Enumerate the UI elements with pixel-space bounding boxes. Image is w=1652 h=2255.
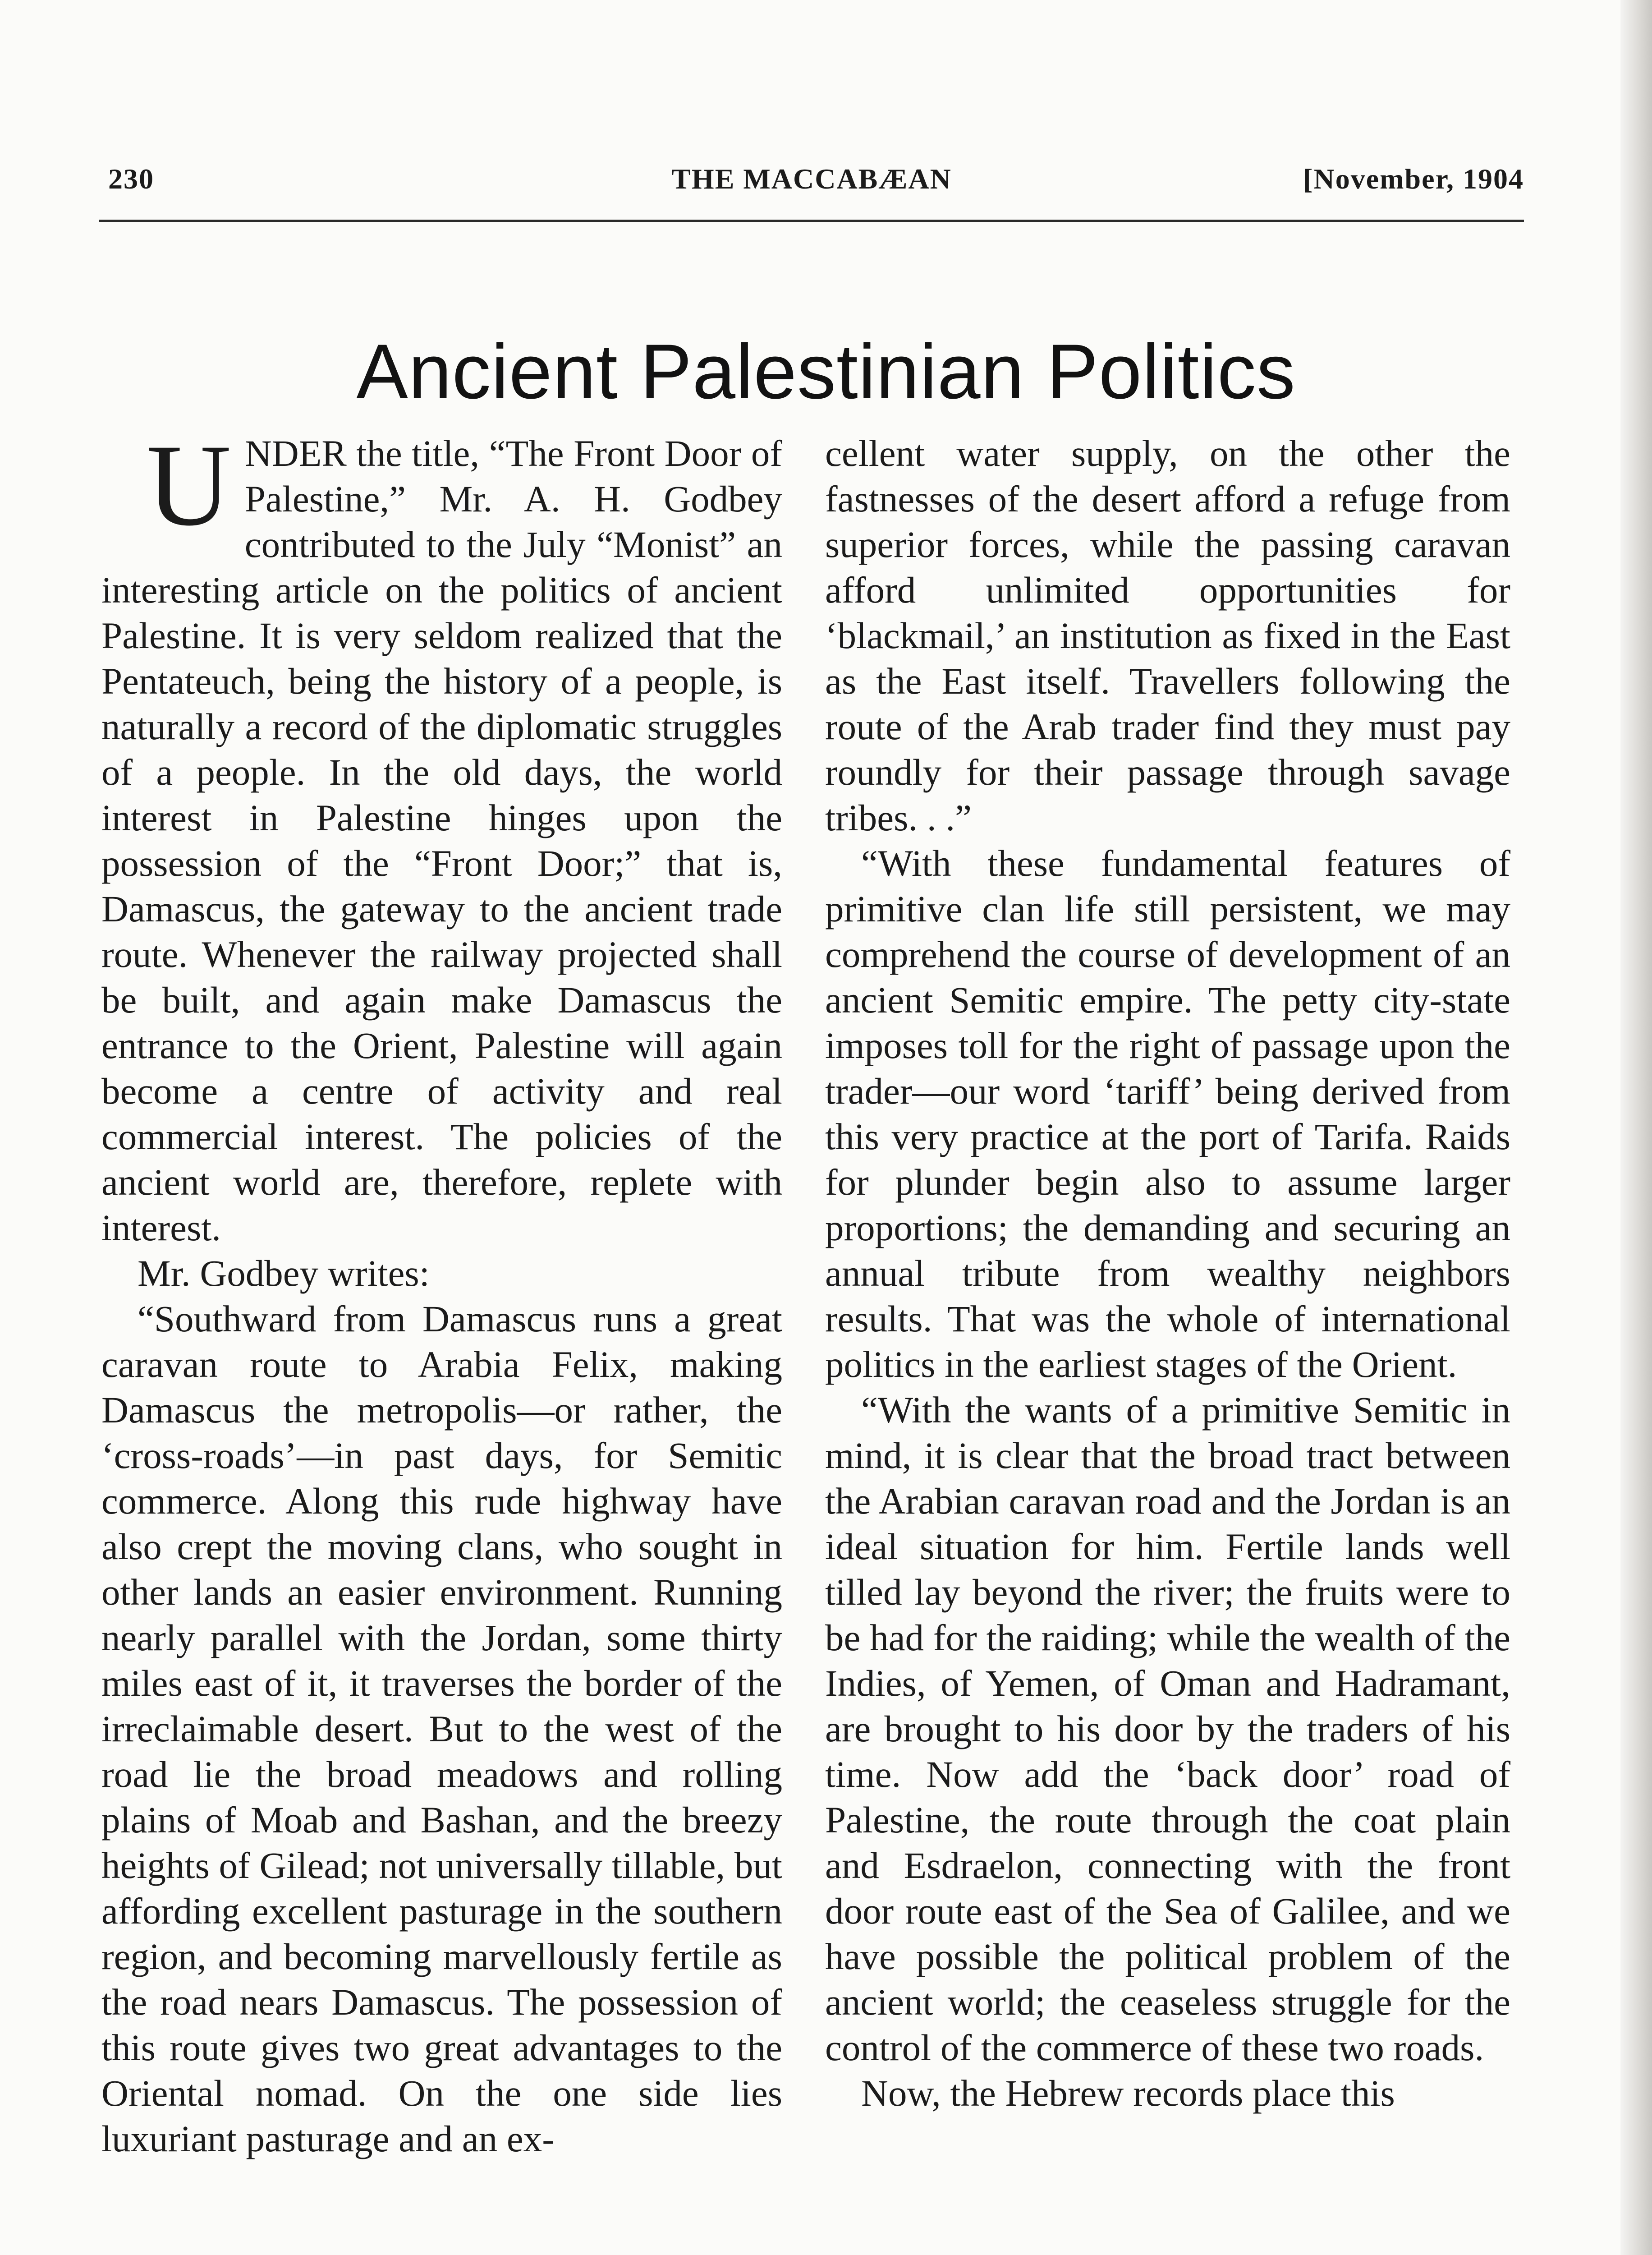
right-column xyxy=(825,431,1510,2116)
magazine-name: THE MACCABÆAN xyxy=(671,163,952,195)
page-number: 230 xyxy=(108,163,154,195)
paragraph: Now, the Hebrew records place this xyxy=(861,2072,1395,2114)
paragraph: Mr. Godbey writes: xyxy=(138,1252,430,1294)
left-column xyxy=(101,420,782,2162)
paragraph: “Southward from Damascus runs a great caravan route to Arabia Felix, making Damascus the metropolis—or rather, the ‘cross-roads’—in past days, for Semitic commerce. Along this rude highway have also crept the moving clans, who sought in other lands an easier environment. Running nearly parallel with the Jordan, some thirty miles east of it, it traverses the border of the irreclaimable desert. But to the west of the road lie the broad meadows and rolling plains of Moab and Bashan, and the breezy heights of Gilead; not universally tillable, but affording excellent pasturage in the southern region, and becoming marvellously fertile as the road nears Damascus. The possession of this route gives two great advantages to the Oriental nomad. On the one side lies luxuriant pasturage and an ex- xyxy=(101,1298,782,2159)
issue-date: [November, 1904 xyxy=(1303,163,1524,195)
running-header xyxy=(99,162,1524,212)
paragraph: “With these fundamental features of primitive clan life still persistent, we may comprehend the course of development of an ancient Semitic empire. The petty city-state imposes toll for the right of passage upon the trader—our word ‘tariff’ being derived from this very practice at the port of Tarifa. Raids for plunder begin also to assume larger proportions; the demanding and securing an annual tribute from wealthy neighbors results. That was the whole of international politics in the earliest stages of the Orient. xyxy=(825,842,1510,1385)
paragraph: “With the wants of a primitive Semitic in mind, it is clear that the broad tract between the Arabian caravan road and the Jordan is an ideal situation for him. Fertile lands well tilled lay beyond the river; the fruits were to be had for the raiding; while the wealth of the Indies, of Yemen, of Oman and Hadramant, are brought to his door by the traders of his time. Now add the ‘back door’ road of Palestine, the route through the coat plain and Esdraelon, connecting with the front door route east of the Sea of Galilee, and we have possible the political problem of the ancient world; the ceaseless struggle for the control of the commerce of these two roads. xyxy=(825,1389,1510,2068)
paragraph: NDER the title, “The Front Door of Palestine,” Mr. A. H. Godbey contributed to the July “Monist” an interesting article on the politics of ancient Palestine. It is very seldom realized that the Pentateuch, being the history of a people, is naturally a record of the diplomatic struggles of a people. In the old days, the world interest in Palestine hinges upon the possession of the “Front Door;” that is, Damascus, the gateway to the ancient trade route. Whenever the railway projected shall be built, and again make Damascus the entrance to the Orient, Palestine will again become a centre of activity and real commercial interest. The policies of the ancient world are, therefore, replete with interest. xyxy=(101,433,782,1248)
drop-cap: U xyxy=(147,420,231,550)
header-rule xyxy=(99,220,1524,222)
paragraph: cellent water supply, on the other the fastnesses of the desert afford a refuge from superior forces, while the passing caravan afford unlimited opportunities for ‘blackmail,’ an institution as fixed in the East as the East itself. Travellers following the route of the Arab trader find they must pay roundly for their passage through savage tribes. . .” xyxy=(825,433,1510,838)
article-title: Ancient Palestinian Politics xyxy=(356,328,1296,415)
